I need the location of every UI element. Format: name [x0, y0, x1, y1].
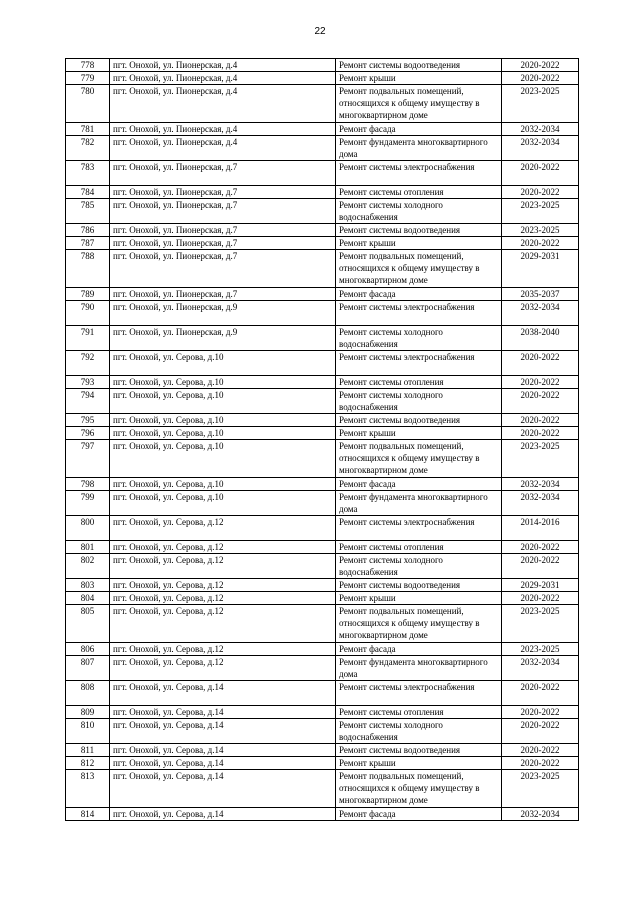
work-type-cell: Ремонт фасада	[336, 643, 502, 656]
table-row	[66, 656, 579, 681]
table-row	[66, 744, 579, 757]
row-number: 787	[66, 237, 110, 250]
row-number: 808	[66, 681, 110, 706]
period-cell: 2029-2031	[502, 250, 579, 288]
work-type-cell: Ремонт фундамента многоквартирного дома	[336, 491, 502, 516]
row-number: 783	[66, 161, 110, 186]
period-cell: 2020-2022	[502, 414, 579, 427]
row-number: 809	[66, 706, 110, 719]
table-row	[66, 123, 579, 136]
table-row	[66, 706, 579, 719]
table-row	[66, 224, 579, 237]
work-type-cell: Ремонт системы отопления	[336, 376, 502, 389]
period-cell: 2020-2022	[502, 744, 579, 757]
table-row	[66, 516, 579, 541]
period-cell: 2023-2025	[502, 199, 579, 224]
address-cell: пгт. Онохой, ул. Серова, д.10	[110, 491, 336, 516]
table-row	[66, 59, 579, 72]
period-cell: 2032-2034	[502, 491, 579, 516]
period-cell: 2029-2031	[502, 579, 579, 592]
table-row	[66, 579, 579, 592]
work-type-cell: Ремонт системы холодного водоснабжения	[336, 719, 502, 744]
period-cell: 2020-2022	[502, 757, 579, 770]
row-number: 798	[66, 478, 110, 491]
address-cell: пгт. Онохой, ул. Серова, д.12	[110, 541, 336, 554]
address-cell: пгт. Онохой, ул. Серова, д.14	[110, 706, 336, 719]
work-type-cell: Ремонт подвальных помещений, относящихся к общему имуществу в многоквартирном доме	[336, 85, 502, 123]
row-number: 788	[66, 250, 110, 288]
work-type-cell: Ремонт системы холодного водоснабжения	[336, 389, 502, 414]
period-cell: 2020-2022	[502, 161, 579, 186]
address-cell: пгт. Онохой, ул. Пионерская, д.9	[110, 301, 336, 326]
row-number: 800	[66, 516, 110, 541]
period-cell: 2032-2034	[502, 808, 579, 821]
address-cell: пгт. Онохой, ул. Пионерская, д.7	[110, 186, 336, 199]
row-number: 804	[66, 592, 110, 605]
work-type-cell: Ремонт крыши	[336, 427, 502, 440]
work-type-cell: Ремонт системы холодного водоснабжения	[336, 554, 502, 579]
work-type-cell: Ремонт системы холодного водоснабжения	[336, 199, 502, 224]
table-row	[66, 414, 579, 427]
work-type-cell: Ремонт системы водоотведения	[336, 59, 502, 72]
address-cell: пгт. Онохой, ул. Серова, д.14	[110, 719, 336, 744]
period-cell: 2032-2034	[502, 136, 579, 161]
row-number: 794	[66, 389, 110, 414]
work-type-cell: Ремонт системы отопления	[336, 186, 502, 199]
row-number: 813	[66, 770, 110, 808]
address-cell: пгт. Онохой, ул. Серова, д.10	[110, 440, 336, 478]
address-cell: пгт. Онохой, ул. Пионерская, д.4	[110, 123, 336, 136]
work-type-cell: Ремонт системы холодного водоснабжения	[336, 326, 502, 351]
table-row	[66, 757, 579, 770]
table-row	[66, 719, 579, 744]
period-cell: 2023-2025	[502, 440, 579, 478]
table-row	[66, 199, 579, 224]
table-row	[66, 376, 579, 389]
row-number: 779	[66, 72, 110, 85]
table-row	[66, 351, 579, 376]
period-cell: 2035-2037	[502, 288, 579, 301]
row-number: 805	[66, 605, 110, 643]
row-number: 796	[66, 427, 110, 440]
period-cell: 2020-2022	[502, 237, 579, 250]
address-cell: пгт. Онохой, ул. Серова, д.10	[110, 389, 336, 414]
period-cell: 2023-2025	[502, 85, 579, 123]
work-type-cell: Ремонт системы отопления	[336, 706, 502, 719]
table-row	[66, 478, 579, 491]
work-type-cell: Ремонт крыши	[336, 592, 502, 605]
period-cell: 2020-2022	[502, 72, 579, 85]
row-number: 797	[66, 440, 110, 478]
period-cell: 2032-2034	[502, 656, 579, 681]
table-row	[66, 72, 579, 85]
work-type-cell: Ремонт крыши	[336, 72, 502, 85]
address-cell: пгт. Онохой, ул. Пионерская, д.4	[110, 59, 336, 72]
row-number: 812	[66, 757, 110, 770]
address-cell: пгт. Онохой, ул. Пионерская, д.7	[110, 250, 336, 288]
work-type-cell: Ремонт подвальных помещений, относящихся к общему имуществу в многоквартирном доме	[336, 770, 502, 808]
work-type-cell: Ремонт системы водоотведения	[336, 579, 502, 592]
table-row	[66, 136, 579, 161]
row-number: 792	[66, 351, 110, 376]
row-number: 801	[66, 541, 110, 554]
table-row	[66, 541, 579, 554]
period-cell: 2014-2016	[502, 516, 579, 541]
row-number: 778	[66, 59, 110, 72]
period-cell: 2020-2022	[502, 681, 579, 706]
row-number: 814	[66, 808, 110, 821]
row-number: 799	[66, 491, 110, 516]
period-cell: 2023-2025	[502, 770, 579, 808]
work-type-cell: Ремонт подвальных помещений, относящихся к общему имуществу в многоквартирном доме	[336, 605, 502, 643]
address-cell: пгт. Онохой, ул. Серова, д.14	[110, 757, 336, 770]
address-cell: пгт. Онохой, ул. Серова, д.12	[110, 516, 336, 541]
work-type-cell: Ремонт системы электроснабжения	[336, 161, 502, 186]
period-cell: 2020-2022	[502, 351, 579, 376]
row-number: 786	[66, 224, 110, 237]
address-cell: пгт. Онохой, ул. Серова, д.10	[110, 376, 336, 389]
row-number: 791	[66, 326, 110, 351]
row-number: 793	[66, 376, 110, 389]
table-row	[66, 250, 579, 288]
repair-schedule-table	[65, 58, 579, 821]
work-type-cell: Ремонт крыши	[336, 757, 502, 770]
work-type-cell: Ремонт подвальных помещений, относящихся к общему имуществу в многоквартирном доме	[336, 250, 502, 288]
address-cell: пгт. Онохой, ул. Пионерская, д.7	[110, 237, 336, 250]
work-type-cell: Ремонт фундамента многоквартирного дома	[336, 136, 502, 161]
table-row	[66, 85, 579, 123]
address-cell: пгт. Онохой, ул. Серова, д.12	[110, 643, 336, 656]
period-cell: 2020-2022	[502, 59, 579, 72]
address-cell: пгт. Онохой, ул. Серова, д.14	[110, 770, 336, 808]
period-cell: 2023-2025	[502, 643, 579, 656]
address-cell: пгт. Онохой, ул. Серова, д.10	[110, 427, 336, 440]
table-row	[66, 643, 579, 656]
address-cell: пгт. Онохой, ул. Серова, д.12	[110, 554, 336, 579]
period-cell: 2020-2022	[502, 376, 579, 389]
address-cell: пгт. Онохой, ул. Серова, д.12	[110, 592, 336, 605]
work-type-cell: Ремонт крыши	[336, 237, 502, 250]
row-number: 807	[66, 656, 110, 681]
table-row	[66, 301, 579, 326]
row-number: 811	[66, 744, 110, 757]
address-cell: пгт. Онохой, ул. Пионерская, д.4	[110, 136, 336, 161]
period-cell: 2020-2022	[502, 389, 579, 414]
period-cell: 2023-2025	[502, 605, 579, 643]
table-row	[66, 326, 579, 351]
row-number: 781	[66, 123, 110, 136]
period-cell: 2020-2022	[502, 427, 579, 440]
work-type-cell: Ремонт системы отопления	[336, 541, 502, 554]
period-cell: 2020-2022	[502, 706, 579, 719]
row-number: 785	[66, 199, 110, 224]
table-row	[66, 770, 579, 808]
address-cell: пгт. Онохой, ул. Серова, д.10	[110, 478, 336, 491]
page-number: 22	[314, 26, 326, 37]
work-type-cell: Ремонт системы электроснабжения	[336, 516, 502, 541]
address-cell: пгт. Онохой, ул. Пионерская, д.9	[110, 326, 336, 351]
row-number: 790	[66, 301, 110, 326]
work-type-cell: Ремонт системы электроснабжения	[336, 351, 502, 376]
address-cell: пгт. Онохой, ул. Пионерская, д.4	[110, 72, 336, 85]
work-type-cell: Ремонт системы водоотведения	[336, 224, 502, 237]
table-row	[66, 237, 579, 250]
table-row	[66, 491, 579, 516]
address-cell: пгт. Онохой, ул. Серова, д.12	[110, 656, 336, 681]
period-cell: 2032-2034	[502, 301, 579, 326]
period-cell: 2032-2034	[502, 478, 579, 491]
period-cell: 2038-2040	[502, 326, 579, 351]
work-type-cell: Ремонт подвальных помещений, относящихся к общему имуществу в многоквартирном доме	[336, 440, 502, 478]
table-row	[66, 389, 579, 414]
row-number: 784	[66, 186, 110, 199]
address-cell: пгт. Онохой, ул. Пионерская, д.4	[110, 85, 336, 123]
row-number: 795	[66, 414, 110, 427]
table-row	[66, 161, 579, 186]
work-type-cell: Ремонт фасада	[336, 478, 502, 491]
table-body	[66, 59, 579, 821]
address-cell: пгт. Онохой, ул. Серова, д.12	[110, 605, 336, 643]
period-cell: 2032-2034	[502, 123, 579, 136]
address-cell: пгт. Онохой, ул. Серова, д.14	[110, 744, 336, 757]
row-number: 789	[66, 288, 110, 301]
work-type-cell: Ремонт фасада	[336, 288, 502, 301]
table-row	[66, 808, 579, 821]
address-cell: пгт. Онохой, ул. Пионерская, д.7	[110, 224, 336, 237]
address-cell: пгт. Онохой, ул. Серова, д.14	[110, 681, 336, 706]
work-type-cell: Ремонт фундамента многоквартирного дома	[336, 656, 502, 681]
work-type-cell: Ремонт фасада	[336, 808, 502, 821]
row-number: 780	[66, 85, 110, 123]
row-number: 782	[66, 136, 110, 161]
table-row	[66, 554, 579, 579]
period-cell: 2020-2022	[502, 186, 579, 199]
row-number: 810	[66, 719, 110, 744]
work-type-cell: Ремонт системы водоотведения	[336, 414, 502, 427]
row-number: 802	[66, 554, 110, 579]
address-cell: пгт. Онохой, ул. Серова, д.10	[110, 351, 336, 376]
work-type-cell: Ремонт системы электроснабжения	[336, 681, 502, 706]
period-cell: 2020-2022	[502, 554, 579, 579]
address-cell: пгт. Онохой, ул. Пионерская, д.7	[110, 161, 336, 186]
period-cell: 2020-2022	[502, 592, 579, 605]
address-cell: пгт. Онохой, ул. Серова, д.14	[110, 808, 336, 821]
address-cell: пгт. Онохой, ул. Серова, д.12	[110, 579, 336, 592]
address-cell: пгт. Онохой, ул. Пионерская, д.7	[110, 288, 336, 301]
work-type-cell: Ремонт системы водоотведения	[336, 744, 502, 757]
table-row	[66, 440, 579, 478]
row-number: 803	[66, 579, 110, 592]
table-row	[66, 288, 579, 301]
address-cell: пгт. Онохой, ул. Серова, д.10	[110, 414, 336, 427]
address-cell: пгт. Онохой, ул. Пионерская, д.7	[110, 199, 336, 224]
work-type-cell: Ремонт фасада	[336, 123, 502, 136]
work-type-cell: Ремонт системы электроснабжения	[336, 301, 502, 326]
period-cell: 2020-2022	[502, 541, 579, 554]
table-row	[66, 592, 579, 605]
period-cell: 2020-2022	[502, 719, 579, 744]
row-number: 806	[66, 643, 110, 656]
period-cell: 2023-2025	[502, 224, 579, 237]
table-row	[66, 427, 579, 440]
table-row	[66, 605, 579, 643]
table-row	[66, 681, 579, 706]
table-row	[66, 186, 579, 199]
